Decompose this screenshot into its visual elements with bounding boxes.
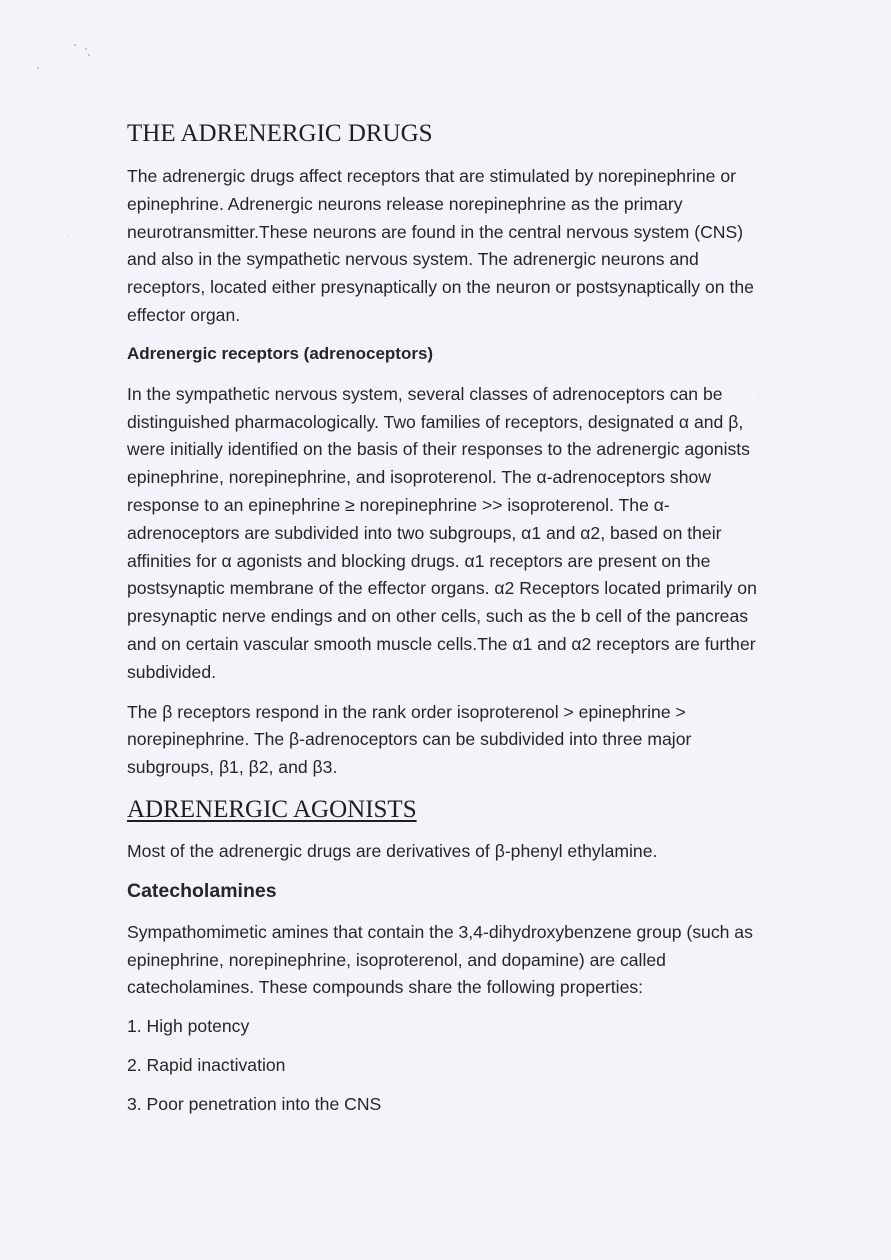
scan-speck [85,48,87,50]
adrenoceptors-paragraph: In the sympathetic nervous system, several classes of adrenoceptors can be distinguished pharmacologically. Two families of receptors, designated α and β, were initially identified on the basis of their responses to the adrenergic agonists epinephrine, norepinephrine, and isoproterenol. The α-adrenoceptors show response to an epinephrine ≥ norepinephrine >> isoproterenol. The α-adrenoceptors are subdivided into two subgroups, α1 and α2, based on their affinities for α agonists and blocking drugs. α1 receptors are present on the postsynaptic membrane of the effector organs. α2 Receptors located primarily on presynaptic nerve endings and on other cells, such as the b cell of the pancreas and on certain vascular smooth muscle cells.The α1 and α2 receptors are further subdivided. [127,383,757,682]
intro-paragraph: The adrenergic drugs affect receptors that are stimulated by norepinephrine or epinephrine. Adrenergic neurons release norepinephrine as the primary neurotransmitter.These neurons are found in the central nervous system (CNS) and also in the sympathetic nervous system. The adrenergic neurons and receptors, located either presynaptically on the neuron or postsynaptically on the effector organ. [127,166,754,325]
property-item: 2. Rapid inactivation [127,1055,286,1076]
document-page [127,118,757,1116]
beta-receptors-paragraph: The β receptors respond in the rank order isoproterenol > epinephrine > norepinephrine. The β-adrenoceptors can be subdivided into three major subgroups, β1, β2, and β3. [127,701,692,778]
property-item: 3. Poor penetration into the CNS [127,1094,382,1115]
scan-speck [88,54,90,56]
property-item: 1. High potency [127,1016,250,1037]
scan-speck [758,397,759,398]
section-title-adrenergic-drugs: THE ADRENERGIC DRUGS [127,120,433,147]
section-title-adrenergic-agonists: ADRENERGIC AGONISTS [127,795,417,823]
scan-speck [37,67,39,69]
scan-speck [74,44,76,46]
subheading-catecholamines: Catecholamines [127,879,277,902]
scan-speck [67,236,68,237]
agonists-intro: Most of the adrenergic drugs are derivatives of β-phenyl ethylamine. [127,840,658,861]
catecholamines-paragraph: Sympathomimetic amines that contain the 3,4-dihydroxybenzene group (such as epinephrine, norepinephrine, isoproterenol, and dopamine) are called catecholamines. These compounds share the following properties: [127,921,753,998]
scan-speck [693,1175,694,1176]
subheading-adrenoceptors: Adrenergic receptors (adrenoceptors) [127,343,434,363]
